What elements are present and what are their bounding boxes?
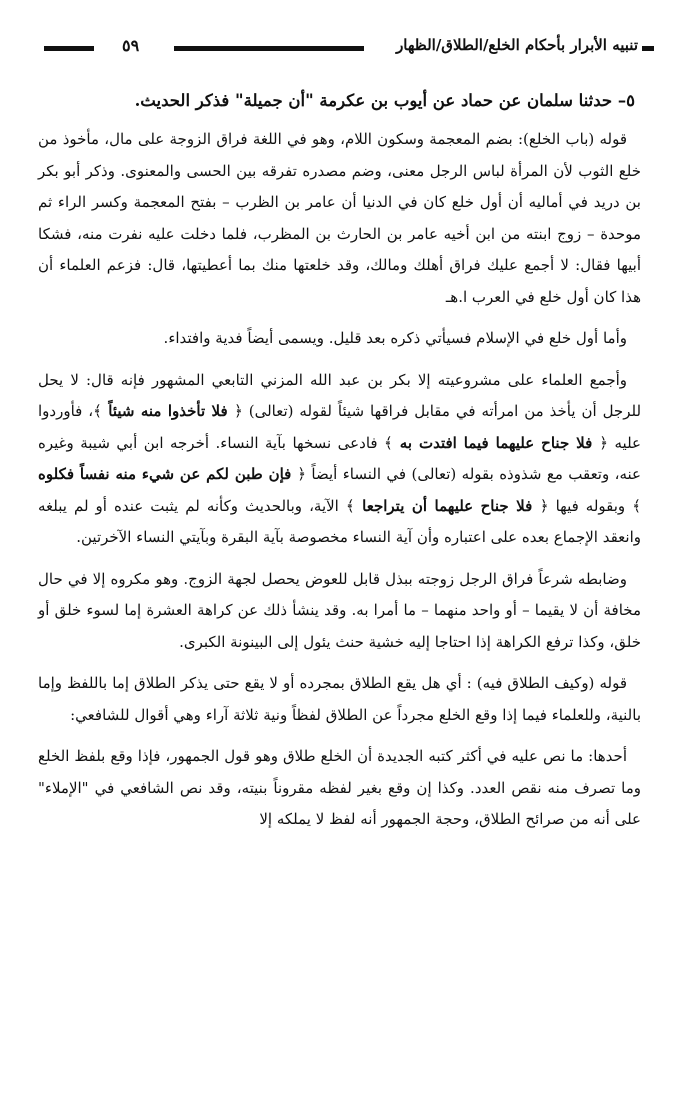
- quran-quote: فإن طبن لكم عن شيء منه نفساً فكلوه: [38, 465, 298, 483]
- book-title: تنبيه الأبرار بأحكام الخلع/الطلاق/الظهار: [396, 36, 638, 54]
- header-rule-middle: [174, 46, 364, 51]
- paragraph-consensus: [38, 365, 641, 554]
- text-segment: ﴾ الآية، وبالحديث وكأنه لم يثبت عنده أو لم يبلغه وانعقد الإجماع بعده على اعتباره وأن آية النساء مخصوصة بآية البقرة وبآيتي النساء الآخرتين.: [38, 496, 641, 546]
- paragraph-legal-definition: وضابطه شرعاً فراق الرجل زوجته ببذل قابل للعوض يحصل لجهة الزوج. وهو مكروه إلا في حال مخافة أن لا يقيما – أو واحد منهما – ما أمرا به. وقد ينشأ ذلك عن كراهة العشرة إما لسوء خلق أو خلق، وكذا ترفع الكراهة إذا احتاجا إليه خشية حنث يئول إلى البينونة الكبرى.: [38, 569, 641, 651]
- header-rule-left: [44, 46, 94, 51]
- text-body: [38, 86, 641, 846]
- text-segment: وأجمع العلماء على مشروعيته إلا بكر بن عبد الله المزني التابعي المشهور فإنه قال: لا يحل للرجل أن يأخذ من امرأته في مقابل فراقها شيئاً لقوله (تعالى) ﴿: [38, 370, 642, 420]
- quran-quote: فلا جناح عليهما أن يتراجعا: [354, 496, 540, 515]
- quran-quote: فلا تأخذوا منه شيئاً: [101, 402, 235, 420]
- quran-quote: فلا جناح عليهما فيما افتدت به: [392, 433, 600, 452]
- paragraph-first-opinion: أحدها: ما نص عليه في أكثر كتبه الجديدة أن الخلع طلاق وهو قول الجمهور، فإذا وقع بلفظ الخلع وما تصرف منه نقص العدد. وكذا إن وقع بغير لفظه مقروناً بنيته، وقد نص الشافعي في "الإملاء" على أنه من صرائح الطلاق، وحجة الجمهور أنه لفظ لا يملكه إلا: [38, 747, 641, 828]
- paragraph-khul-definition: قوله (باب الخلع): بضم المعجمة وسكون اللام، وهو في اللغة فراق الزوجة على مال، مأخوذ من خلع الثوب لأن المرأة لباس الرجل معنى، وضم مصدره تفرقه بين الحسى والمعنوى. وذكر أبو بكر بن دريد في أماليه أن أول خلع كان في الدنيا أن عامر بن الظرب – بفتح المعجمة وكسر الراء ثم موحدة – زوج ابنته من ابن أخيه عامر بن الحارث بن المظرب، فلما دخلت عليه نفرت منه، فشكا أبيها فقال: لا أجمع عليك فراق أهلك ومالك، وقد خلعتها منك بما أعطيتها، قال: فزعم العلماء أن هذا كان أول خلع في العرب ا.هـ: [38, 130, 641, 306]
- text-segment: ﴾، فأوردوا عليه ﴿: [38, 402, 641, 452]
- hadith-heading: ٥– حدثنا سلمان عن حماد عن أيوب بن عكرمة "أن جميلة" فذكر الحديث.: [134, 91, 635, 110]
- text-segment: ﴾ فادعى نسخها بآية النساء. أخرجه ابن أبي شيبة وغيره عنه، وتعقب مع شذوذه بقوله (تعالى) في النساء أيضاً ﴿: [38, 433, 641, 483]
- text-segment: ﴾ وبقوله فيها ﴿: [539, 496, 641, 515]
- header-rule-right: [642, 46, 654, 51]
- running-header: [44, 36, 654, 60]
- paragraph-how-talaq: قوله (وكيف الطلاق فيه) : أي هل يقع الطلاق بمجرده أو لا يقع حتى يذكر الطلاق إما باللفظ وإما بالنية، وللعلماء فيما إذا وقع الخلع مجرداً عن الطلاق لفظاً ونية ثلاثة آراء وهي أقوال للشافعي:: [38, 674, 641, 724]
- page-number: ٥٩: [122, 36, 140, 55]
- paragraph-first-khul-islam: وأما أول خلع في الإسلام فسيأتي ذكره بعد قليل. ويسمى أيضاً فدية وافتداء.: [163, 329, 627, 347]
